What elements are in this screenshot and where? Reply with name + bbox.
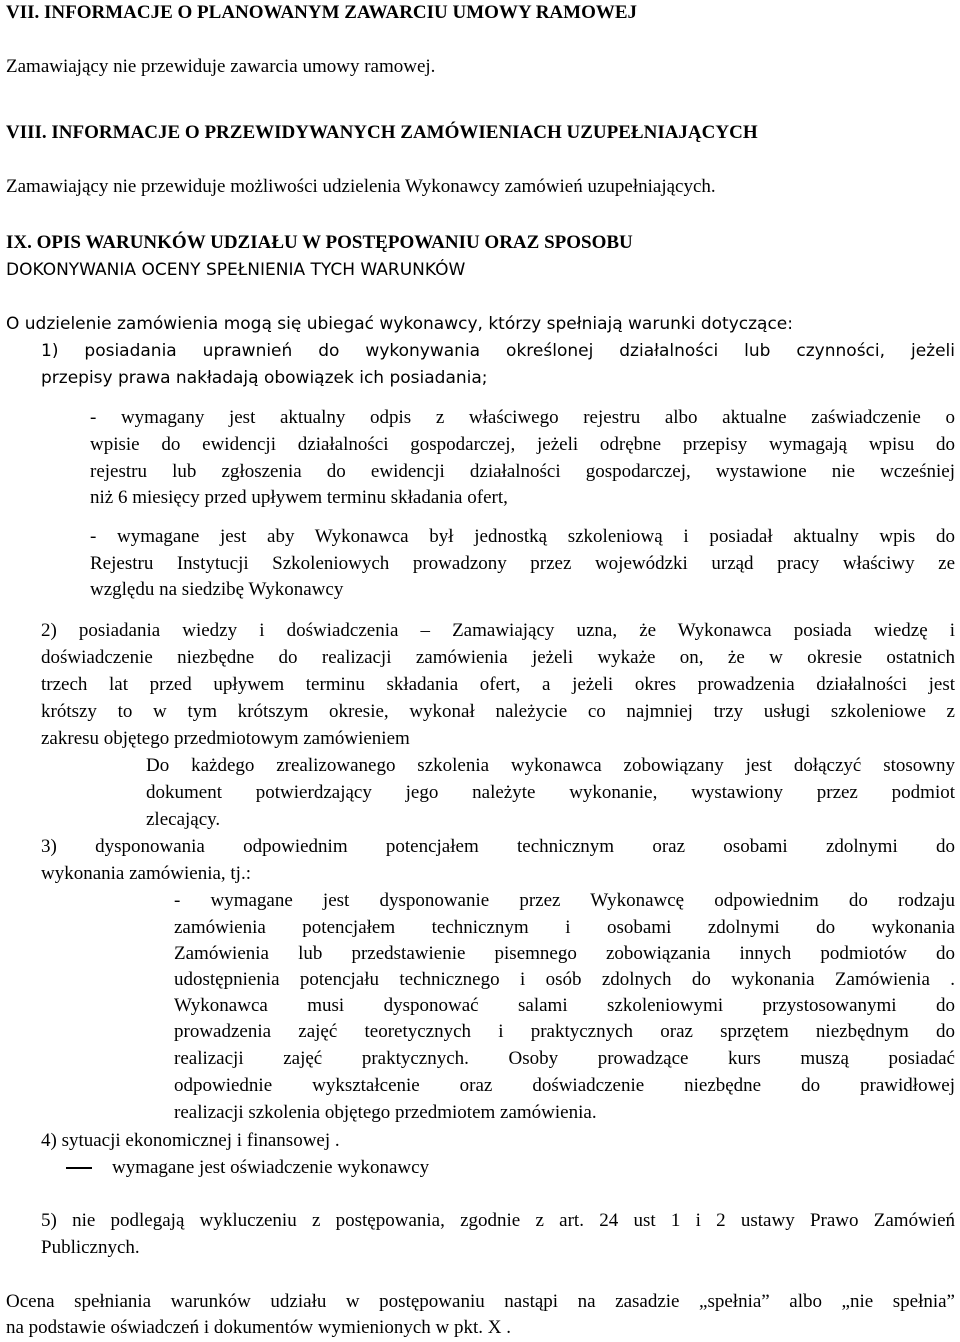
condition-2-note-line3: zlecający. [146, 809, 221, 830]
conditions-intro: O udzielenie zamówienia mogą się ubiegać wykonawcy, którzy spełniają warunki dotyczące: [6, 314, 793, 334]
condition-2-line5: zakresu objętego przedmiotowym zamówieniem [41, 728, 410, 749]
condition-2-note-line2: dokument potwierdzający jego należyte wykonanie, wystawiony przez podmiot [146, 782, 955, 803]
condition-3-req-line4: udostępnienia potencjału technicznego i osób zdolnych do wykonania Zamówienia . [174, 969, 955, 990]
condition-3-req-line3: Zamówienia lub przedstawienie pisemnego zobowiązania innych podmiotów do [174, 943, 955, 964]
condition-3-req-line8: odpowiednie wykształcenie oraz doświadczenie niezbędne do prawidłowej [174, 1075, 955, 1096]
condition-1-line2: przepisy prawa nakładają obowiązek ich posiadania; [41, 368, 488, 388]
requirement-1-line1: - wymagany jest aktualny odpis z właściwego rejestru albo aktualne zaświadczenie o [90, 407, 955, 428]
condition-3-line2: wykonania zamówienia, tj.: [41, 863, 251, 884]
dash-bullet-icon [66, 1167, 92, 1169]
evaluation-line2: na podstawie oświadczeń i dokumentów wymienionych w pkt. X . [6, 1317, 511, 1338]
condition-1-line1: 1) posiadania uprawnień do wykonywania określonej działalności lub czynności, jeżeli [41, 341, 955, 361]
condition-3-req-line5: Wykonawca musi dysponować salami szkoleniowymi przystosowanymi do [174, 995, 955, 1016]
condition-2-line1: 2) posiadania wiedzy i doświadczenia – Zamawiający uzna, że Wykonawca posiada wiedzę i [41, 620, 955, 641]
condition-2-line3: trzech lat przed upływem terminu składania ofert, a jeżeli okres prowadzenia działalności jest [41, 674, 955, 695]
requirement-1-line2: wpisie do ewidencji działalności gospodarczej, jeżeli odrębne przepisy wymagają wpisu do [90, 434, 955, 455]
condition-3-req-line6: prowadzenia zajęć teoretycznych i praktycznych oraz sprzętem niezbędnym do [174, 1021, 955, 1042]
requirement-2-line3: względu na siedzibę Wykonawcy [90, 579, 344, 600]
condition-2-line4: krótszy to w tym krótszym okresie, wykonał należycie co najmniej trzy usługi szkoleniowe z [41, 701, 955, 722]
condition-4-line1: 4) sytuacji ekonomicznej i finansowej . [41, 1130, 340, 1151]
requirement-2-line1: - wymagane jest aby Wykonawca był jednostką szkoleniową i posiadał aktualny wpis do [90, 526, 955, 547]
requirement-1-line4: niż 6 miesięcy przed upływem terminu składania ofert, [90, 487, 508, 508]
section-vii-heading: VII. INFORMACJE O PLANOWANYM ZAWARCIU UMOWY RAMOWEJ [6, 2, 638, 23]
condition-3-req-line1: - wymagane jest dysponowanie przez Wykonawcę odpowiednim do rodzaju [174, 890, 955, 911]
condition-3-req-line7: realizacji zajęć praktycznych. Osoby prowadzące kurs muszą posiadać [174, 1048, 955, 1069]
condition-5-line2: Publicznych. [41, 1237, 140, 1258]
condition-3-req-line9: realizacji szkolenia objętego przedmiotem zamówienia. [174, 1102, 597, 1123]
condition-5-line1: 5) nie podlegają wykluczeniu z postępowania, zgodnie z art. 24 ust 1 i 2 ustawy Prawo Zamówień [41, 1210, 955, 1231]
condition-3-line1: 3) dysponowania odpowiednim potencjałem technicznym oraz osobami zdolnymi do [41, 836, 955, 857]
condition-4-requirement-text: wymagane jest oświadczenie wykonawcy [112, 1157, 430, 1178]
condition-2-note-line1: Do każdego zrealizowanego szkolenia wykonawca zobowiązany jest dołączyć stosowny [146, 755, 955, 776]
evaluation-line1: Ocena spełniania warunków udziału w postępowaniu nastąpi na zasadzie „spełnia” albo „nie spełnia” [6, 1291, 955, 1312]
section-ix-heading-line1: IX. OPIS WARUNKÓW UDZIAŁU W POSTĘPOWANIU ORAZ SPOSOBU [6, 232, 633, 253]
condition-4-requirement [66, 1155, 429, 1182]
requirement-1-line3: rejestru lub zgłoszenia do ewidencji działalności gospodarczej, wystawione nie wcześniej [90, 461, 955, 482]
section-viii-heading: VIII. INFORMACJE O PRZEWIDYWANYCH ZAMÓWIENIACH UZUPEŁNIAJĄCYCH [6, 122, 758, 143]
requirement-2-line2: Rejestru Instytucji Szkoleniowych prowadzony przez wojewódzki urząd pracy właściwy ze [90, 553, 955, 574]
condition-2-line2: doświadczenie niezbędne do realizacji zamówienia jeżeli wykaże on, że w okresie ostatnich [41, 647, 955, 668]
section-ix-heading-line2: DOKONYWANIA OCENY SPEŁNIENIA TYCH WARUNKÓW [6, 260, 466, 280]
condition-3-req-line2: zamówienia potencjałem technicznym i osobami zdolnymi do wykonania [174, 917, 955, 938]
section-vii-text: Zamawiający nie przewiduje zawarcia umowy ramowej. [6, 56, 436, 77]
section-viii-text: Zamawiający nie przewiduje możliwości udzielenia Wykonawcy zamówień uzupełniających. [6, 176, 716, 197]
